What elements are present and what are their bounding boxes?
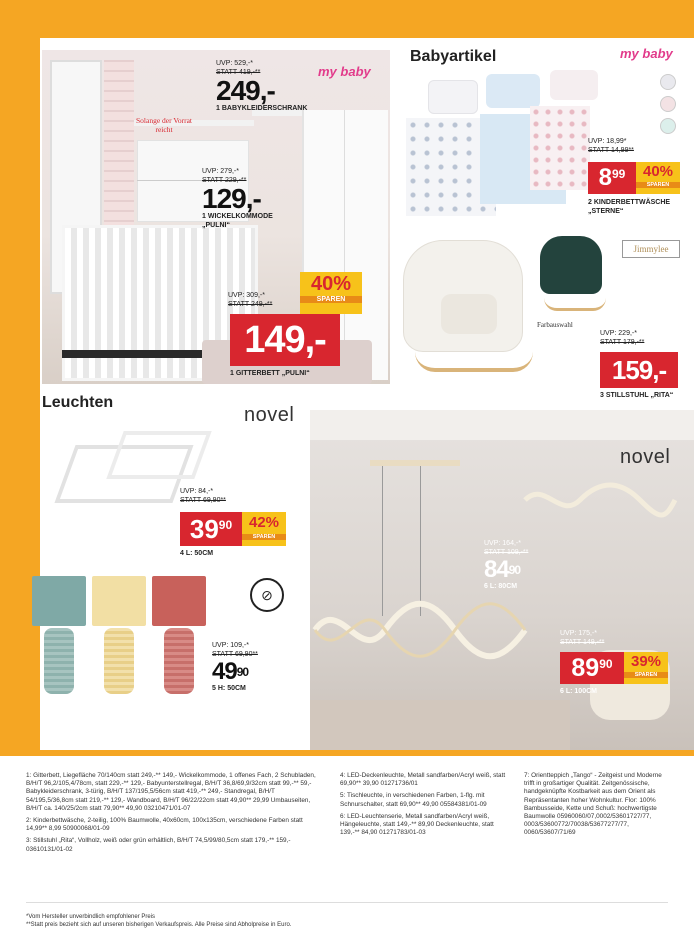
bett-statt: STATT 249,-**: [228, 300, 273, 308]
stock-note: Solange der Vorrat reicht: [136, 116, 192, 134]
deckenleuchte4-sparen: SPAREN: [242, 534, 286, 540]
deckenleuchte4-percent: 42%: [248, 514, 280, 531]
tischleuchte5-price-block: [212, 642, 258, 694]
footer-col-1: [26, 772, 324, 854]
disclaimer-2: **Statt preis bezieht sich auf unseren bisherigen Verkaufspreis. Alle Preise sind Abholpreise in Euro.: [26, 921, 292, 928]
leuchte6a-price-cents: 90: [508, 563, 521, 577]
tischleuchte5-price-cents: 90: [236, 665, 249, 679]
footer-item-7: 7: Orientteppich „Tango“ - Zeitgeist und Moderne trifft in großartiger Qualität. Zeitgenössische, handgeknüpfte Kostbarkeit aus dem Orient als Repräsentanten hoher Wohnkultur. Flor: 100% Bambusseide, Kette und Schuß: hochwertigste Baumwolle 05960060/07,0002/53601727/77, 0003/53600772/70038/53677277/77, 0060/53607/71/69: [524, 772, 662, 837]
bett-num: 1: [230, 370, 234, 377]
swatch-pink: [660, 96, 676, 112]
leuchte6a-price-main: 84: [484, 556, 509, 583]
kommode-uvp: UVP: 279,-*: [202, 168, 239, 175]
tischleuchte5-uvp: UVP: 109,-*: [212, 642, 249, 649]
leuchte6b-sparen: SPAREN: [624, 672, 668, 678]
footer-item-1: 1: Gitterbett, Liegefläche 70/140cm statt 249,-** 149,- Wickelkommode, 1 offenes Fach, 2 Schubladen, B/H/T 96,2/105,4/78cm, statt 229,-** 129,- Babyunterstellregal, B/H/T 36,8/69,9/32cm statt 99,-** 59,- Babykleiderschrank, 3-türig, B/H/T 137/195,5/56cm statt 419,-** 249,- Standregal, B/H/T 54/195,5/36,8cm statt 219,-** 129,- Wandboard, B/H/T 96/22/22cm statt 49,90** 29,99 Umbauseiten, B/H/T ca. 140/25/2cm statt 79,90** 49,90 03210471/01-07: [26, 772, 316, 812]
schrank-statt: STATT 419,-**: [216, 68, 261, 76]
kommode-desc: WICKELKOMMODE „PULNI“: [202, 213, 273, 229]
tischleuchte5-num: 5: [212, 685, 216, 692]
footer-col-2: [340, 772, 510, 837]
leuchte6b-caption: [560, 688, 597, 697]
deckenleuchte4-caption: [180, 550, 213, 559]
stillstuhl-uvp: UVP: 229,-*: [600, 330, 637, 337]
schrank-price: 249,-: [216, 75, 275, 106]
bettwaesche-price-main: 8: [598, 164, 612, 191]
stillstuhl-price-box: 159,-: [600, 352, 678, 388]
bettwaesche-sparen: SPAREN: [636, 182, 680, 188]
mybaby-logo-nursery: my baby: [318, 64, 371, 79]
bettwaesche-statt: STATT 14,99**: [588, 146, 634, 154]
leuchte6b-price-box: [560, 652, 624, 684]
deckenleuchte4-num: 4: [180, 550, 184, 557]
bett-sparen: SPAREN: [300, 296, 362, 303]
leuchte6a-desc: L: 80CM: [489, 583, 518, 590]
leuchte6b-desc: L: 100CM: [565, 688, 597, 695]
leuchte6b-percent: 39%: [630, 653, 662, 670]
bettwaesche-price-block: [588, 138, 634, 155]
disclaimer-1: *Vom Hersteller unverbindlich empfohlener Preis: [26, 914, 156, 920]
leuchte6a-uvp: UVP: 164,-*: [484, 540, 521, 547]
table-lamp-blue: [32, 576, 86, 696]
deckenleuchte4-desc: L: 50CM: [185, 550, 214, 557]
deckenleuchte4-price-block: [180, 488, 226, 505]
leuchte6b-statt: STATT 149,-**: [560, 638, 605, 646]
schrank-num: 1: [216, 105, 220, 112]
disclaimer: [26, 914, 666, 929]
deckenleuchte4-percent-badge: [242, 512, 286, 546]
bettwaesche-price-cents: 99: [612, 167, 626, 181]
leuchte6b-uvp: UVP: 175,-*: [560, 630, 597, 637]
schrank-price-block: [216, 60, 326, 114]
tischleuchte5-desc: H: 50CM: [217, 685, 246, 692]
bett-caption: [230, 370, 310, 379]
leuchte6b-price-cents: 90: [599, 657, 613, 671]
rocking-chair-green: [536, 236, 608, 318]
farbauswahl-label: Farbauswahl: [537, 321, 573, 329]
deckenleuchte4-statt: STATT 69,90**: [180, 496, 226, 504]
deckenleuchte4-uvp: UVP: 84,-*: [180, 488, 214, 495]
bettwaesche-num: 2: [588, 199, 592, 206]
deckenleuchte4-price-cents: 90: [218, 518, 233, 532]
mybaby-logo: my baby: [620, 46, 673, 61]
leuchte6a-num: 6: [484, 583, 488, 590]
leuchte6b-price-main: 89: [571, 653, 600, 682]
footer-item-3: 3: Stillstuhl „Rita“, Vollholz, weiß oder grün erhältlich, B/H/T 74,5/99/80,5cm statt 179,-** 159,- 03610131/01-02: [26, 837, 291, 853]
tischleuchte5-price-main: 49: [212, 658, 237, 685]
stillstuhl-price-block: [600, 330, 644, 347]
deckenleuchte4-price-box: [180, 512, 242, 546]
bettwaesche-uvp: UVP: 18,99*: [588, 138, 627, 145]
swatch-grey: [660, 74, 676, 90]
bett-percent: 40%: [310, 273, 352, 295]
novel-logo-left: novel: [244, 404, 295, 426]
deckenleuchte4-price-main: 39: [189, 513, 219, 544]
footer-item-4: 4: LED-Deckenleuchte, Metall sandfarben/Acryl weiß, statt 69,90** 39,90 01271736/01: [340, 772, 506, 788]
footer-item-6: 6: LED-Leuchtenserie, Metall sandfarben/Acryl weiß, Hängeleuchte, statt 149,-** 89,90 Deckenleuchte, statt 139,-** 84,90 01271783/01-03: [340, 812, 494, 837]
bettwaesche-desc: KINDERBETTWÄSCHE „STERNE“: [588, 199, 671, 215]
bettwaesche-caption: [588, 199, 688, 216]
kommode-price-block: [202, 168, 302, 230]
bettwaesche-percent: 40%: [642, 163, 674, 180]
rocking-chair-white: [395, 234, 535, 384]
tischleuchte5-statt: STATT 69,90**: [212, 650, 258, 658]
novel-logo-right: novel: [620, 446, 671, 468]
bettwaesche-price-box: [588, 162, 636, 194]
table-lamp-red: [152, 576, 206, 696]
bett-desc: GITTERBETT „PULNI“: [235, 370, 310, 377]
no-plug-icon: ⊘: [250, 578, 284, 612]
kommode-price: 129,-: [202, 183, 261, 214]
bett-uvp: UVP: 309,-*: [228, 292, 265, 299]
jimmylee-logo: Jimmylee: [622, 240, 680, 258]
babyartikel-title: Babyartikel: [410, 48, 497, 65]
footer-col-3: [524, 772, 674, 838]
stillstuhl-statt: STATT 179,-**: [600, 338, 645, 346]
leuchte6b-num: 6: [560, 688, 564, 695]
leuchte6b-percent-badge: [624, 652, 668, 684]
leuchte6a-statt: STATT 109,-**: [484, 548, 529, 556]
stillstuhl-desc: STILLSTUHL „RITA“: [605, 392, 674, 399]
footer-item-5: 5: Tischleuchte, in verschiedenen Farben, 1-flg. mit Schnurschalter, statt 69,90** 49,90 05584381/01-09: [340, 792, 487, 808]
leuchten-title: Leuchten: [42, 394, 114, 411]
leuchte6a-price-block: [484, 540, 528, 592]
footer-divider: [26, 902, 668, 903]
leuchte6b-price-block: [560, 630, 604, 647]
bettwaesche-percent-badge: [636, 162, 680, 194]
bett-percent-badge: [300, 272, 362, 314]
stillstuhl-num: 3: [600, 392, 604, 399]
schrank-uvp: UVP: 529,-*: [216, 60, 253, 67]
table-lamp-yellow: [92, 576, 146, 696]
stillstuhl-caption: [600, 392, 673, 401]
kommode-statt: STATT 229,-**: [202, 176, 247, 184]
swatch-mint: [660, 118, 676, 134]
kommode-num: 1: [202, 213, 206, 220]
bett-price-box: 149,-: [230, 314, 340, 366]
schrank-desc: BABYKLEIDERSCHRANK: [221, 105, 308, 112]
footer-item-2: 2: Kinderbettwäsche, 2-teilig, 100% Baumwolle, 40x60cm, 100x135cm, verschiedene Farben statt 14,99** 8,99 50900068/01-09: [26, 817, 303, 833]
